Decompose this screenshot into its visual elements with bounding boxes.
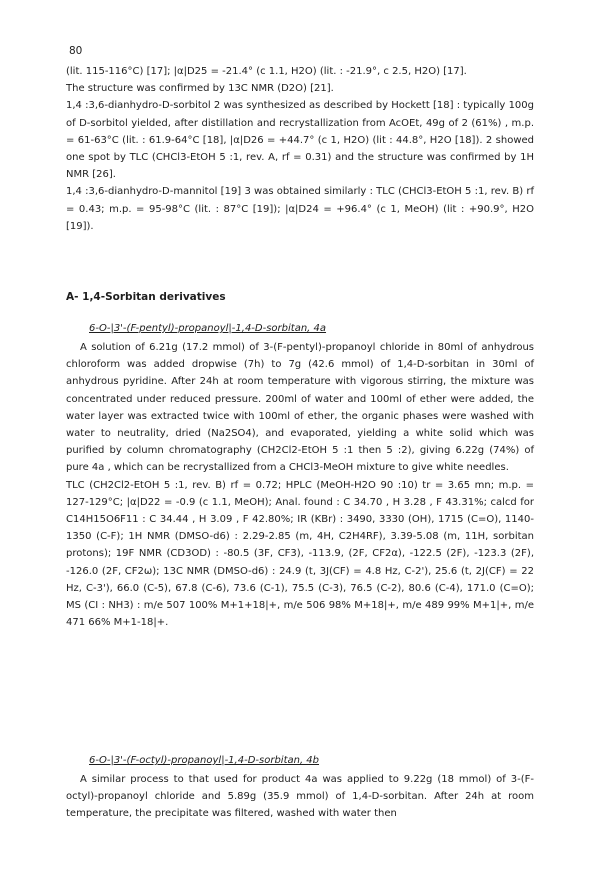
section-heading: A- 1,4-Sorbitan derivatives [66,291,226,303]
compound-4a-characterization: TLC (CH2Cl2-EtOH 5 :1, rev. B) rf = 0.72; HPLC (MeOH-H2O 90 :10) tr = 3.65 mn; m.p. = 127-129°C; |α|D22 = -0.9 (c 1.1, MeOH); Anal. found : C 34.70 , H 3.28 , F 43.31%; calcd for C14H15O6F11 : C 34.44 , H 3.09 , F 42.80%; IR (KBr) : 3490, 3330 (OH), 1715 (C=O), 1140-1350 (C-F); 1H NMR (DMSO-d6) : 2.29-2.85 (m, 4H, C2H4RF), 3.39-5.08 (m, 11H, sorbitan protons); 19F NMR (CD3OD) : -80.5 (3F, CF3), -113.9, (2F, CF2α), -122.5 (2F), -123.3 (2F), -126.0 (2F, CF2ω); 13C NMR (DMSO-d6) : 24.9 (t, 3J(CF) = 4.8 Hz, C-2'), 25.6 (t, 2J(CF) = 22 Hz, C-3'), 66.0 (C-5), 67.8 (C-6), 73.6 (C-1), 75.5 (C-3), 76.5 (C-2), 80.6 (C-4), 171.0 (C=O); MS (CI : NH3) : m/e 507 100% M+1+18|+, m/e 506 98% M+18|+, m/e 489 99% M+1|+, m/e 471 66% M+1-18|+. [66,479,534,629]
compound-4b-block [66,771,534,823]
compound-4b-heading: 6-O-|3'-(F-octyl)-propanoyl|-1,4-D-sorbitan, 4b [89,755,320,766]
compound-4a-heading: 6-O-|3'-(F-pentyl)-propanoyl|-1,4-D-sorbitan, 4a [89,323,327,334]
compound-4a-procedure: A solution of 6.21g (17.2 mmol) of 3-(F-pentyl)-propanoyl chloride in 80ml of anhydrous chloroform was added dropwise (7h) to 7g (42.6 mmol) of 1,4-D-sorbitan in 30ml of anhydrous pyridine. After 24h at room temperature with vigorous stirring, the mixture was concentrated under reduced pressure. 200ml of water and 100ml of ether were added, the water layer was extracted twice with 100ml of ether, the organic phases were washed with water to neutrality, dried (Na2SO4), and evaporated, yielding a white solid which was purified by column chromatography (CH2Cl2-EtOH 5 :1 then 5 :2), giving 6.22g (74%) of pure 4a , which can be recrystallized from a CHCl3-MeOH mixture to give white needles. [66,342,534,474]
page-number: 80 [69,45,83,57]
intro-paragraph-3: 1,4 :3,6-dianhydro-D-sorbitol 2 was synthesized as described by Hockett [18] : typically 100g of D-sorbitol yielded, after distillation and recrystallization from AcOEt, 49g of 2 (61%) , m.p. = 61-63°C (lit. : 61.9-64°C [18], |α|D26 = +44.7° (c 1, H2O) (lit : 44.8°, H2O [18]). 2 showed one spot by TLC (CHCl3-EtOH 5 :1, rev. A, rf = 0.31) and the structure was confirmed by 1H NMR [26]. [66,100,534,181]
compound-4b-procedure: A similar process to that used for product 4a was applied to 9.22g (18 mmol) of 3-(F-octyl)-propanoyl chloride and 5.89g (35.9 mmol) of 1,4-D-sorbitan. After 24h at room temperature, the precipitate was filtered, washed with water then [66,774,534,820]
intro-paragraph-1: (lit. 115-116°C) [17]; |α|D25 = -21.4° (c 1.1, H2O) (lit. : -21.9°, c 2.5, H2O) [17]. [66,66,467,77]
compound-4a-block [66,339,534,631]
intro-block [66,63,534,235]
intro-paragraph-4: 1,4 :3,6-dianhydro-D-mannitol [19] 3 was obtained similarly : TLC (CHCl3-EtOH 5 :1, rev. B) rf = 0.43; m.p. = 95-98°C (lit. : 87°C [19]); |α|D24 = +96.4° (c 1, MeOH) (lit : +90.9°, H2O [19]). [66,186,534,232]
intro-paragraph-2: The structure was confirmed by 13C NMR (D2O) [21]. [66,83,334,95]
